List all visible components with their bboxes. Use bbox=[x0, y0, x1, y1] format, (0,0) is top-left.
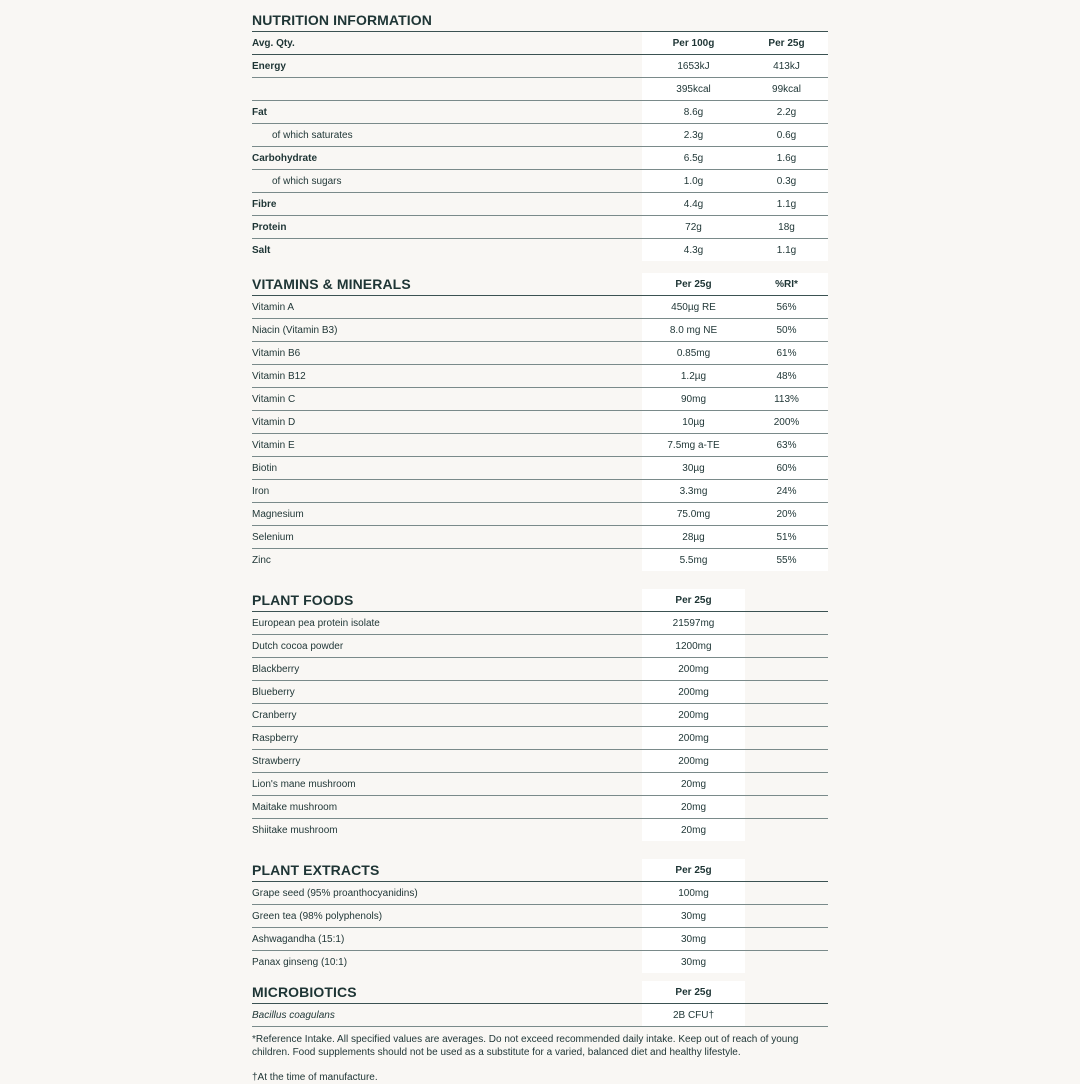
table-row bbox=[252, 480, 828, 503]
plant-extract-value: 100mg bbox=[642, 882, 745, 904]
plant-food-value: 200mg bbox=[642, 704, 745, 726]
reference-intake-note: *Reference Intake. All specified values are averages. Do not exceed recommended daily intake. Keep out of reach of young children. Food supplements should not be used as a substitute for a varied, balanced diet and healthy lifestyle. bbox=[252, 1034, 799, 1058]
vitamin-value: 5.5mg bbox=[642, 549, 745, 571]
plant-extract-value: 30mg bbox=[642, 905, 745, 927]
plant-extract-value: 30mg bbox=[642, 951, 745, 973]
vitamin-value: 3.3mg bbox=[642, 480, 745, 502]
plant-food-value: 20mg bbox=[642, 796, 745, 818]
microbiotics-per-25g-header: Per 25g bbox=[642, 981, 745, 1003]
vitamin-value: 28µg bbox=[642, 526, 745, 548]
table-row bbox=[252, 796, 828, 819]
nutrient-label: Fat bbox=[252, 107, 267, 118]
nutrient-value: 72g bbox=[642, 216, 745, 238]
table-row bbox=[252, 928, 828, 951]
vitamin-value-2: 51% bbox=[745, 526, 828, 548]
per-25g-header: Per 25g bbox=[745, 32, 828, 54]
nutrient-value-2: 0.3g bbox=[745, 170, 828, 192]
table-row bbox=[252, 704, 828, 727]
table-row bbox=[252, 434, 828, 457]
nutrient-label: Protein bbox=[252, 222, 287, 233]
plant-food-label: European pea protein isolate bbox=[252, 618, 380, 629]
plant-food-value: 1200mg bbox=[642, 635, 745, 657]
microbiotics-section-header bbox=[252, 981, 828, 1004]
plant-food-label: Cranberry bbox=[252, 710, 297, 721]
vitamin-value-2: 48% bbox=[745, 365, 828, 387]
table-row bbox=[252, 750, 828, 773]
table-row bbox=[252, 101, 828, 124]
table-row bbox=[252, 681, 828, 704]
vitamin-value: 1.2µg bbox=[642, 365, 745, 387]
plant-foods-title: PLANT FOODS bbox=[252, 592, 354, 608]
nutrient-value-2: 18g bbox=[745, 216, 828, 238]
vitamin-value-2: 55% bbox=[745, 549, 828, 571]
vitamin-value: 75.0mg bbox=[642, 503, 745, 525]
table-row bbox=[252, 612, 828, 635]
vitamin-label: Niacin (Vitamin B3) bbox=[252, 325, 338, 336]
table-row bbox=[252, 882, 828, 905]
nutrient-value-2: 1.1g bbox=[745, 193, 828, 215]
table-row bbox=[252, 365, 828, 388]
vitamins-section-header bbox=[252, 273, 828, 296]
table-row bbox=[252, 319, 828, 342]
vitamin-label: Biotin bbox=[252, 463, 278, 474]
plant-food-value: 200mg bbox=[642, 658, 745, 680]
vitamins-title: VITAMINS & MINERALS bbox=[252, 276, 411, 292]
table-row bbox=[252, 773, 828, 796]
plant-extracts-section-header bbox=[252, 859, 828, 882]
vitamin-label: Vitamin D bbox=[252, 417, 296, 428]
microbiotics-title: MICROBIOTICS bbox=[252, 984, 357, 1000]
table-row bbox=[252, 147, 828, 170]
plant-food-value: 200mg bbox=[642, 750, 745, 772]
vitamin-value: 30µg bbox=[642, 457, 745, 479]
vitamin-value: 7.5mg a-TE bbox=[642, 434, 745, 456]
vitamin-label: Vitamin E bbox=[252, 440, 295, 451]
plant-food-label: Raspberry bbox=[252, 733, 299, 744]
table-row bbox=[252, 635, 828, 658]
table-row bbox=[252, 1004, 828, 1027]
nutrient-value: 8.6g bbox=[642, 101, 745, 123]
vitamin-value: 8.0 mg NE bbox=[642, 319, 745, 341]
nutrient-value-2: 1.6g bbox=[745, 147, 828, 169]
nutrient-value-2: 1.1g bbox=[745, 239, 828, 261]
table-row bbox=[252, 658, 828, 681]
vitamin-value-2: 200% bbox=[745, 411, 828, 433]
table-row bbox=[252, 727, 828, 750]
nutrition-section-header bbox=[252, 12, 828, 32]
plant-extract-label: Green tea (98% polyphenols) bbox=[252, 911, 383, 922]
vitamins-table bbox=[252, 296, 828, 571]
nutrient-label: Fibre bbox=[252, 199, 277, 210]
nutrition-title: NUTRITION INFORMATION bbox=[252, 12, 432, 28]
nutrition-panel bbox=[252, 12, 828, 1084]
vitamin-value: 90mg bbox=[642, 388, 745, 410]
table-row bbox=[252, 296, 828, 319]
plant-extracts-per-25g-header: Per 25g bbox=[642, 859, 745, 881]
nutrient-value: 1653kJ bbox=[642, 55, 745, 77]
table-row bbox=[252, 503, 828, 526]
plant-food-label: Lion's mane mushroom bbox=[252, 779, 356, 790]
nutrient-value-2: 99kcal bbox=[745, 78, 828, 100]
vitamin-value: 10µg bbox=[642, 411, 745, 433]
vitamin-value-2: 113% bbox=[745, 388, 828, 410]
vitamin-value-2: 50% bbox=[745, 319, 828, 341]
table-row bbox=[252, 124, 828, 147]
vitamin-label: Magnesium bbox=[252, 509, 304, 520]
plant-extracts-title: PLANT EXTRACTS bbox=[252, 862, 380, 878]
plant-food-value: 200mg bbox=[642, 681, 745, 703]
table-row bbox=[252, 239, 828, 261]
plant-foods-section-header bbox=[252, 589, 828, 612]
table-row bbox=[252, 526, 828, 549]
nutrient-label: Carbohydrate bbox=[252, 153, 318, 164]
nutrition-column-header bbox=[252, 32, 828, 55]
nutrient-value: 2.3g bbox=[642, 124, 745, 146]
vitamin-value: 450µg RE bbox=[642, 296, 745, 318]
table-row bbox=[252, 549, 828, 571]
nutrient-value: 4.4g bbox=[642, 193, 745, 215]
per-100g-header: Per 100g bbox=[642, 32, 745, 54]
table-row bbox=[252, 55, 828, 78]
vitamin-label: Zinc bbox=[252, 555, 271, 566]
nutrient-value: 4.3g bbox=[642, 239, 745, 261]
plant-food-value: 20mg bbox=[642, 819, 745, 841]
plant-food-label: Maitake mushroom bbox=[252, 802, 338, 813]
table-row bbox=[252, 216, 828, 239]
table-row bbox=[252, 905, 828, 928]
vitamin-label: Vitamin A bbox=[252, 302, 295, 313]
vitamin-value-2: 61% bbox=[745, 342, 828, 364]
vitamin-value-2: 20% bbox=[745, 503, 828, 525]
nutrient-label: Energy bbox=[252, 61, 286, 72]
nutrient-label: of which sugars bbox=[272, 176, 342, 187]
nutrient-label bbox=[252, 78, 642, 100]
plant-extract-label: Panax ginseng (10:1) bbox=[252, 957, 348, 968]
nutrient-value-2: 413kJ bbox=[745, 55, 828, 77]
plant-foods-per-25g-header: Per 25g bbox=[642, 589, 745, 611]
vitamin-label: Vitamin C bbox=[252, 394, 296, 405]
plant-food-label: Blackberry bbox=[252, 664, 300, 675]
nutrition-table bbox=[252, 55, 828, 261]
nutrient-label: Salt bbox=[252, 245, 271, 256]
table-row bbox=[252, 342, 828, 365]
nutrient-value: 6.5g bbox=[642, 147, 745, 169]
plant-food-label: Dutch cocoa powder bbox=[252, 641, 344, 652]
avg-qty-label: Avg. Qty. bbox=[252, 38, 295, 49]
vitamin-label: Iron bbox=[252, 486, 270, 497]
vitamin-value-2: 60% bbox=[745, 457, 828, 479]
nutrient-value-2: 0.6g bbox=[745, 124, 828, 146]
plant-food-label: Strawberry bbox=[252, 756, 301, 767]
table-row bbox=[252, 951, 828, 973]
table-row bbox=[252, 170, 828, 193]
plant-extract-label: Ashwagandha (15:1) bbox=[252, 934, 345, 945]
footnotes bbox=[252, 1033, 828, 1084]
vitamin-value-2: 56% bbox=[745, 296, 828, 318]
plant-extract-label: Grape seed (95% proanthocyanidins) bbox=[252, 888, 418, 899]
vitamin-label: Vitamin B12 bbox=[252, 371, 306, 382]
plant-food-value: 200mg bbox=[642, 727, 745, 749]
table-row bbox=[252, 388, 828, 411]
nutrient-label: of which saturates bbox=[272, 130, 353, 141]
manufacture-note: †At the time of manufacture. bbox=[252, 1072, 378, 1083]
plant-extracts-table bbox=[252, 882, 828, 973]
plant-food-label: Blueberry bbox=[252, 687, 295, 698]
vitamin-value-2: 63% bbox=[745, 434, 828, 456]
plant-foods-table bbox=[252, 612, 828, 841]
table-row bbox=[252, 78, 828, 101]
vitamin-value-2: 24% bbox=[745, 480, 828, 502]
nutrient-value: 395kcal bbox=[642, 78, 745, 100]
plant-food-label: Shiitake mushroom bbox=[252, 825, 338, 836]
plant-food-value: 21597mg bbox=[642, 612, 745, 634]
microbiotic-label: Bacillus coagulans bbox=[252, 1010, 335, 1021]
vitamins-ri-header: %RI* bbox=[745, 273, 828, 295]
plant-extract-value: 30mg bbox=[642, 928, 745, 950]
table-row bbox=[252, 819, 828, 841]
vitamin-label: Selenium bbox=[252, 532, 294, 543]
table-row bbox=[252, 457, 828, 480]
nutrient-value-2: 2.2g bbox=[745, 101, 828, 123]
vitamin-label: Vitamin B6 bbox=[252, 348, 301, 359]
microbiotics-table bbox=[252, 1004, 828, 1027]
vitamins-per-25g-header: Per 25g bbox=[642, 273, 745, 295]
nutrient-value: 1.0g bbox=[642, 170, 745, 192]
vitamin-value: 0.85mg bbox=[642, 342, 745, 364]
plant-food-value: 20mg bbox=[642, 773, 745, 795]
table-row bbox=[252, 411, 828, 434]
table-row bbox=[252, 193, 828, 216]
microbiotic-value: 2B CFU† bbox=[642, 1004, 745, 1026]
